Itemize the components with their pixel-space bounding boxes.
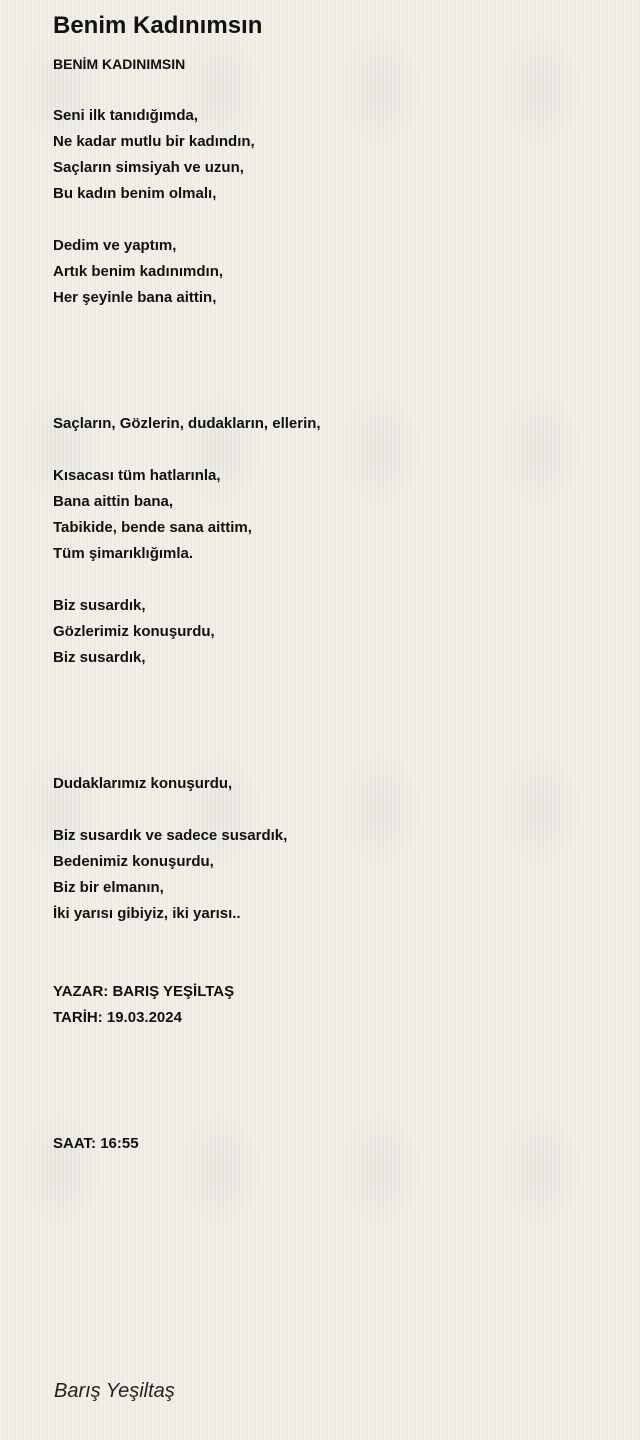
poem-line: Seni ilk tanıdığımda,	[53, 107, 199, 124]
poem-subtitle: BENİM KADINIMSIN	[53, 56, 186, 72]
poem-line: Her şeyinle bana aittin,	[53, 289, 217, 306]
poem-line: Dudaklarımız konuşurdu,	[53, 775, 233, 792]
poem-line: Tabikide, bende sana aittim,	[53, 519, 252, 536]
poem-line: Biz susardık,	[53, 649, 146, 666]
poem-line: Biz susardık ve sadece susardık,	[53, 827, 288, 844]
poem-line: Bedenimiz konuşurdu,	[53, 853, 214, 870]
author-line: YAZAR: BARIŞ YEŞİLTAŞ	[53, 983, 235, 1000]
poem-line: Ne kadar mutlu bir kadındın,	[53, 133, 255, 150]
time-line: SAAT: 16:55	[53, 1135, 139, 1152]
poem-line: Biz susardık,	[53, 597, 146, 614]
poem-line: Artık benim kadınımdın,	[53, 263, 224, 280]
poem-line: Saçların simsiyah ve uzun,	[53, 159, 244, 176]
poem-line: Gözlerimiz konuşurdu,	[53, 623, 215, 640]
poem-line: Tüm şimarıklığımla.	[53, 545, 194, 562]
poem-line: Biz bir elmanın,	[53, 879, 164, 896]
poem-line: Bana aittin bana,	[53, 493, 174, 510]
poem-line: Dedim ve yaptım,	[53, 237, 177, 254]
date-line: TARİH: 19.03.2024	[53, 1009, 182, 1026]
poem-line: Bu kadın benim olmalı,	[53, 185, 217, 202]
poem-line: Saçların, Gözlerin, dudakların, ellerin,	[53, 415, 321, 432]
poem-title: Benim Kadınımsın	[53, 12, 263, 39]
poem-line: Kısacası tüm hatlarınla,	[53, 467, 221, 484]
poem-line: İki yarısı gibiyiz, iki yarısı..	[53, 905, 241, 922]
author-signature: Barış Yeşiltaş	[54, 1380, 175, 1402]
